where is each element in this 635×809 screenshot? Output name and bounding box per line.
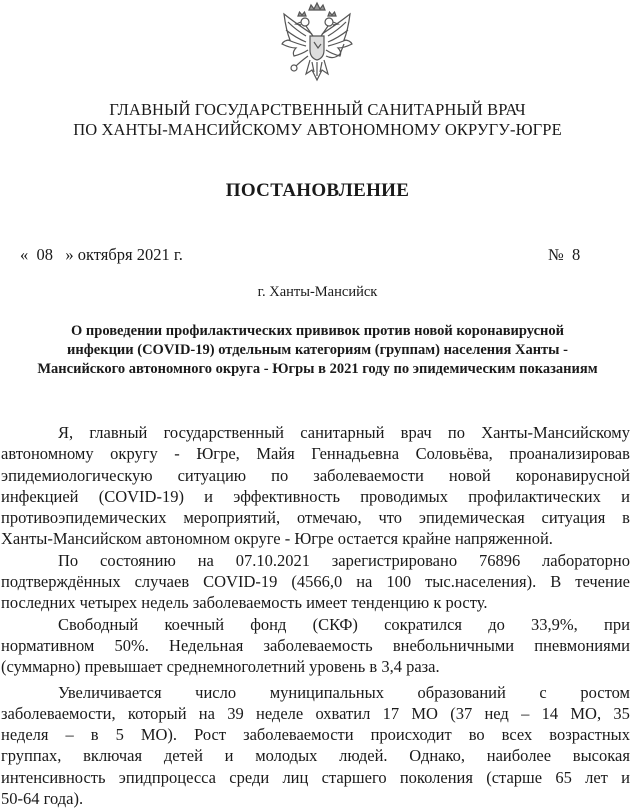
body-line: инфекцией (COVID-19) и эффективность проводимых профилактических и [1,486,630,506]
document-number: № 8 [548,245,581,264]
paragraph-1 [1,422,630,550]
document-city: г. Ханты-Мансийск [257,284,378,300]
body-line: заболеваемости, который на 39 неделе охватил 17 МО (37 нед – 14 МО, 35 [1,703,630,723]
document-date: « 08 » октября 2021 г. [20,245,183,264]
authority-line-2: ПО ХАНТЫ-МАНСИЙСКОМУ АВТОНОМНОМУ ОКРУГУ-ЮГРЕ [73,120,562,139]
body-line: (суммарно) превышает среднемноголетний уровень в 3,4 раза. [1,657,440,677]
subject-line-2: инфекции (COVID-19) отдельным категориям (группам) населения Ханты - [67,342,568,358]
coat-of-arms-icon [276,0,358,88]
paragraph-3 [1,614,630,678]
body-line: последних четырех недель заболеваемость имеет тенденцию к росту. [1,593,488,613]
body-line: Увеличивается число муниципальных образований с ростом [58,682,630,702]
body-line: неделя – в 5 МО). Рост заболеваемости происходит во всех возрастных [1,725,630,745]
body-line: нормативном 50%. Недельная заболеваемость внебольничными пневмониями [1,635,630,655]
subject-line-3: Мансийского автономного округа - Югры в 2021 году по эпидемическим показаниям [37,361,598,377]
body-line: Ханты-Мансийском автономном округе - Югре остается крайне напряженной. [1,529,553,549]
body-line: Я, главный государственный санитарный врач по Ханты-Мансийскому [58,423,630,442]
authority-line-1: ГЛАВНЫЙ ГОСУДАРСТВЕННЫЙ САНИТАРНЫЙ ВРАЧ [109,100,526,119]
document-body [1,422,630,809]
body-line: автономному округу - Югре, Майя Геннадьевна Соловьёва, проанализировав [1,444,630,464]
body-line: противоэпидемических мероприятий, отмечаю, что эпидемическая ситуация в [1,508,630,528]
paragraph-2 [1,550,630,614]
body-line: 50-64 года). [1,789,84,809]
paragraph-4 [1,682,630,809]
subject-line-1: О проведении профилактических прививок против новой коронавирусной [71,323,564,339]
body-line: интенсивность эпидпроцесса среди лиц старшего поколения (старше 65 лет и [1,767,630,787]
body-line: По состоянию на 07.10.2021 зарегистрировано 76896 лабораторно [58,550,630,570]
body-line: группах, включая детей и молодых людей. Однако, наиболее высокая [1,746,630,766]
body-line: подтверждённых случаев COVID-19 (4566,0 на 100 тыс.населения). В течение [1,572,630,592]
document-type-title: ПОСТАНОВЛЕНИЕ [225,180,410,201]
document-subject [0,322,635,379]
body-line: Свободный коечный фонд (СКФ) сократился до 33,9%, при [58,614,630,634]
body-line: эпидемиологическую ситуацию по заболеваемости новой коронавирусной [1,465,630,485]
issuing-authority [0,100,635,140]
